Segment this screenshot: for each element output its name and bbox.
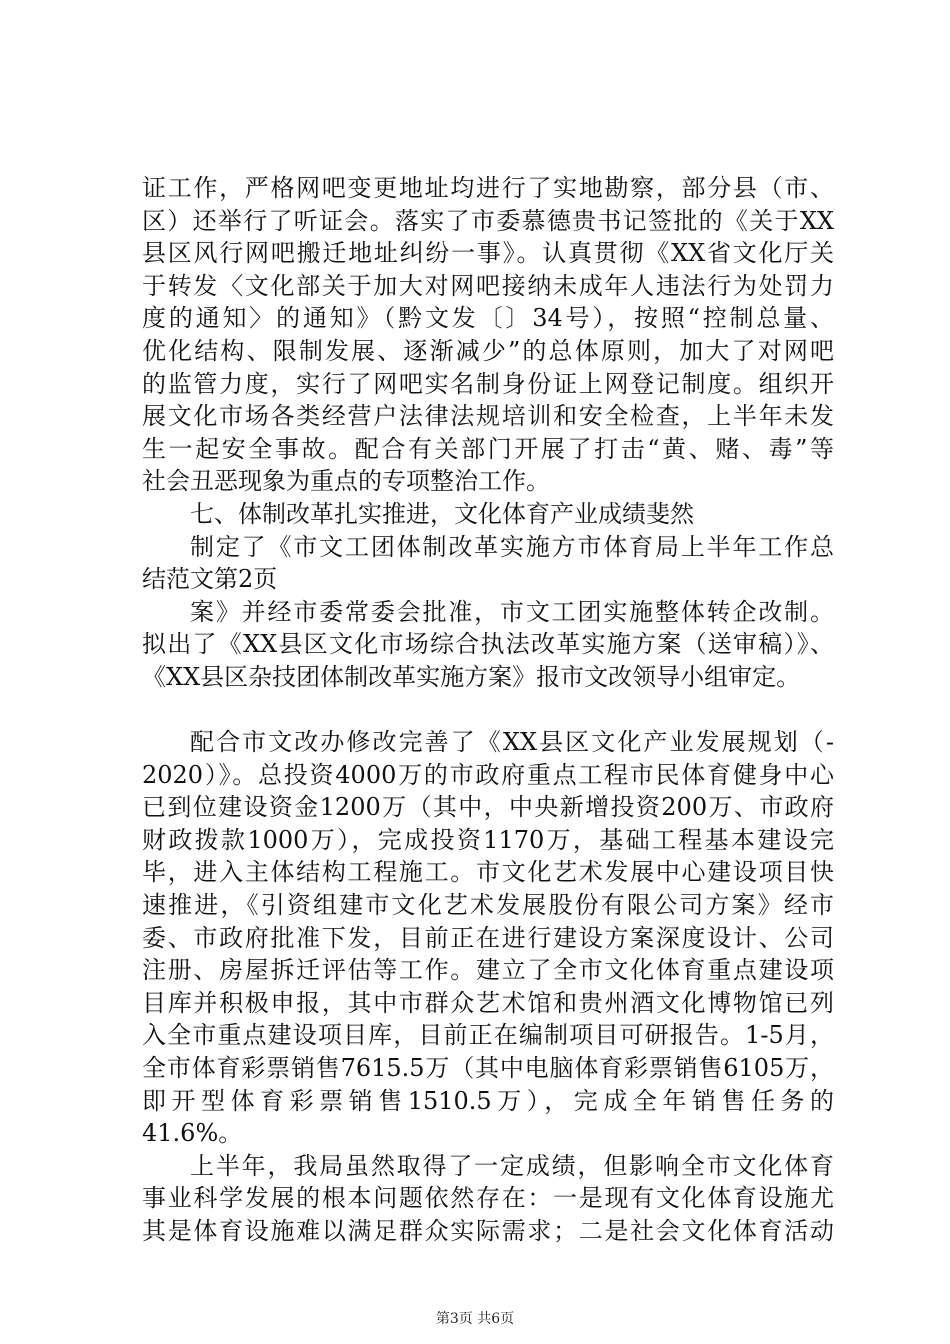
text-line: 展文化市场各类经营户法律法规培训和安全检查，上半年未发: [142, 402, 834, 431]
text-line: 生一起安全事故。配合有关部门开展了打击“黄、赌、毒”等: [142, 434, 834, 463]
text-line: 于转发〈文化部关于加大对网吧接纳未成年人违法行为处罚力: [142, 271, 834, 300]
text-line: 2020）》。总投资4000万的市政府重点工程市民体育健身中心: [142, 760, 834, 789]
text-line: 委、市政府批准下发，目前正在进行建设方案深度设计、公司: [142, 923, 834, 952]
text-line: 速推进，《引资组建市文化艺术发展股份有限公司方案》经市: [142, 891, 834, 920]
text-line: 已到位建设资金1200万（其中，中央新增投资200万、市政府: [142, 793, 834, 822]
text-line: 证工作，严格网吧变更地址均进行了实地勘察，部分县（市、: [142, 174, 834, 202]
page-number-footer: 第3页 共6页: [435, 1311, 515, 1327]
text-line: 《XX县区杂技团体制改革实施方案》报市文改领导小组审定。: [142, 662, 801, 691]
text-line: 目库并积极申报，其中市群众艺术馆和贵州酒文化博物馆已列: [142, 988, 834, 1017]
document-body: [142, 172, 834, 1248]
text-line: 区）还举行了听证会。落实了市委慕德贵书记签批的《关于XX: [142, 206, 834, 235]
text-line: 的监管力度，实行了网吧实名制身份证上网登记制度。组织开: [142, 369, 834, 398]
text-line: 其是体育设施难以满足群众实际需求；二是社会文化体育活动: [142, 1217, 834, 1245]
text-line: 即开型体育彩票销售1510.5万），完成全年销售任务的: [142, 1086, 834, 1115]
text-line: 度的通知〉的通知》（黔文发〔〕34号），按照“控制总量、: [142, 304, 834, 333]
text-line: 上半年，我局虽然取得了一定成绩，但影响全市文化体育: [190, 1151, 834, 1180]
text-line: 事业科学发展的根本问题依然存在：一是现有文化体育设施尤: [142, 1184, 834, 1213]
text-line: 全市体育彩票销售7615.5万（其中电脑体育彩票销售6105万，: [142, 1054, 834, 1083]
section-heading: 七、体制改革扎实推进，文化体育产业成绩斐然: [190, 499, 694, 528]
text-line: 41.6%。: [142, 1119, 243, 1148]
text-line: 毕，进入主体结构工程施工。市文化艺术发展中心建设项目快: [142, 858, 834, 887]
paragraph-gap: [142, 694, 834, 727]
text-line: 优化结构、限制发展、逐渐减少”的总体原则，加大了对网吧: [142, 336, 834, 365]
text-line: 案》并经市委常委会批准，市文工团实施整体转企改制。: [190, 597, 834, 626]
text-line: 县区风行网吧搬迁地址纠纷一事》。认真贯彻《XX省文化厅关: [142, 239, 834, 268]
text-line: 入全市重点建设项目库，目前正在编制项目可研报告。1-5月，: [142, 1021, 834, 1050]
text-line: 拟出了《XX县区文化市场综合执法改革实施方案（送审稿）》、: [142, 630, 834, 659]
text-line: 社会丑恶现象为重点的专项整治工作。: [142, 467, 550, 496]
text-line: 注册、房屋拆迁评估等工作。建立了全市文化体育重点建设项: [142, 956, 834, 985]
text-line: 配合市文改办修改完善了《XX县区文化产业发展规划（-: [190, 728, 834, 757]
text-line: 财政拨款1000万），完成投资1170万，基础工程基本建设完: [142, 825, 834, 854]
text-line: 结范文第2页: [142, 565, 278, 594]
text-line: 制定了《市文工团体制改革实施方市体育局上半年工作总: [190, 532, 834, 561]
